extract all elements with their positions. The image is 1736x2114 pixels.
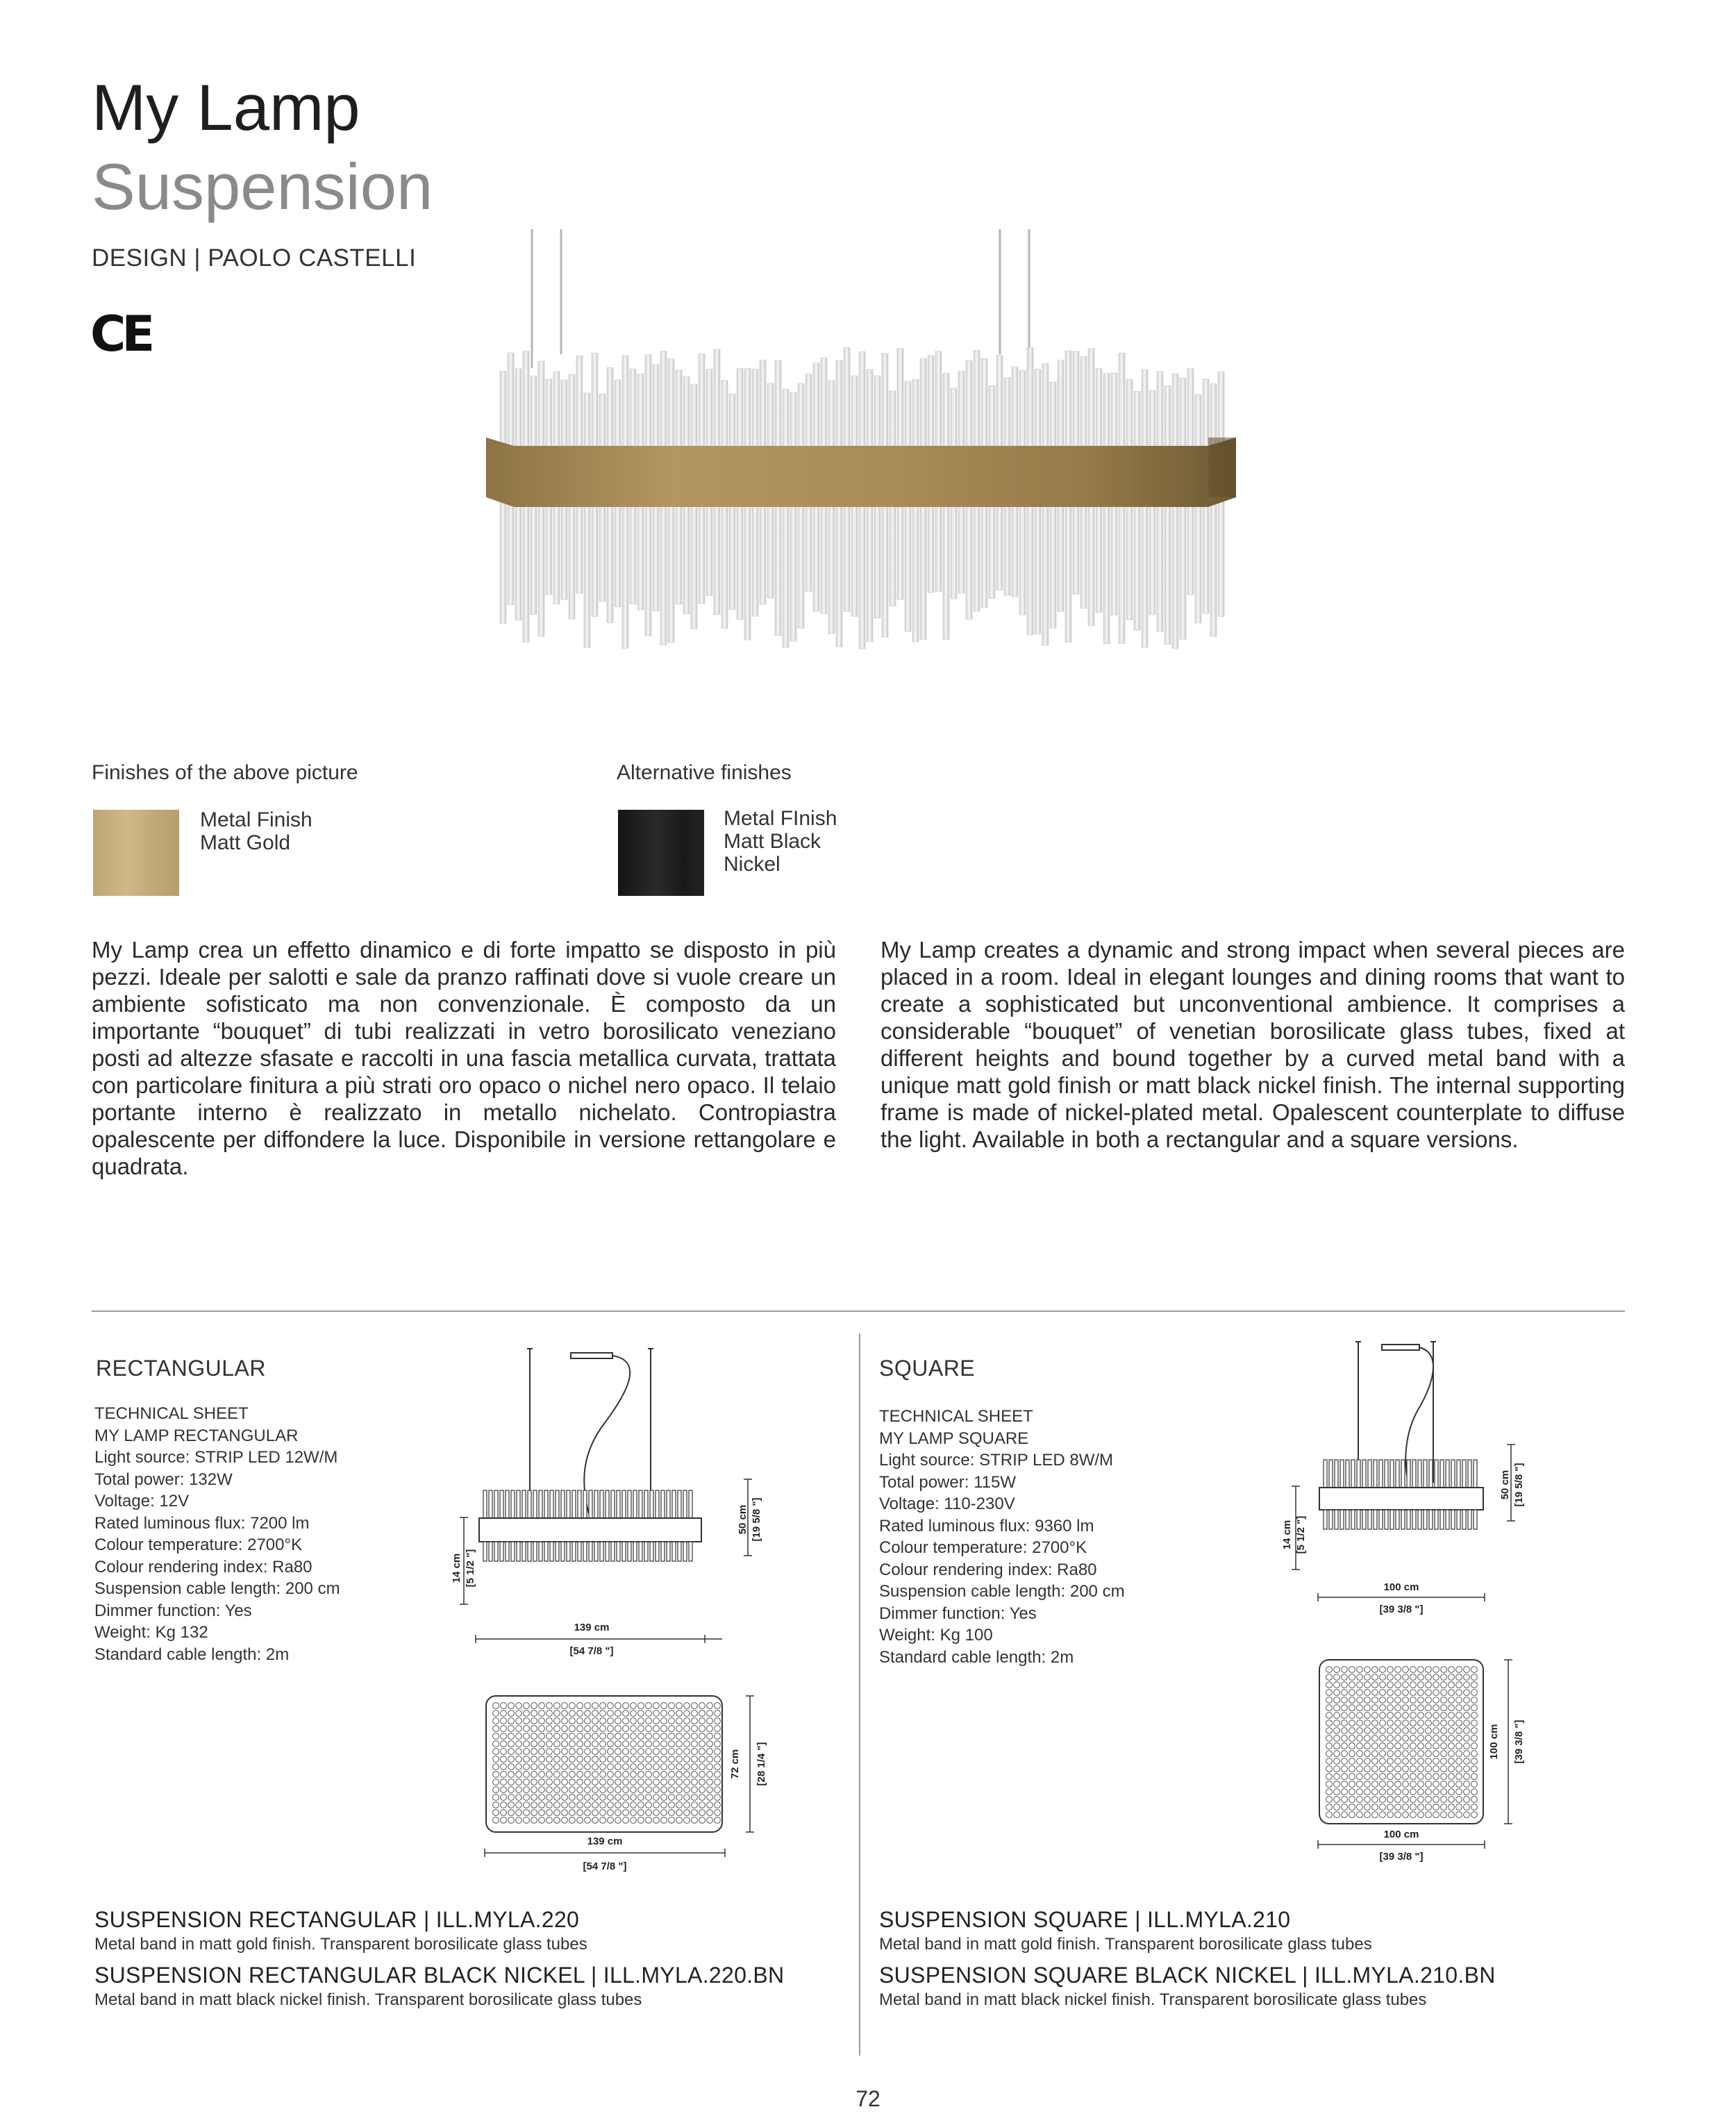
tube-outline <box>1351 1460 1355 1488</box>
spec-line: Colour rendering index: Ra80 <box>94 1557 312 1576</box>
tube-outline <box>672 1542 676 1561</box>
dim-plan-width-cm: 139 cm <box>587 1836 623 1847</box>
dim-depth-in: [39 3/8 "] <box>1513 1720 1525 1764</box>
tube-outline <box>1329 1460 1333 1488</box>
swatch-matt-gold <box>93 810 179 896</box>
tube-outline <box>1401 1460 1405 1488</box>
finish-current-line1: Metal Finish <box>200 808 312 831</box>
glass-tube <box>1165 385 1171 644</box>
dim-width-cm: 100 cm <box>1383 1581 1419 1593</box>
tube-outline <box>678 1542 681 1561</box>
product-name: SUSPENSION RECTANGULAR BLACK NICKEL | ILL.MYLA.220.BN <box>94 1963 785 1988</box>
tube-outline <box>1446 1510 1449 1529</box>
tube-outline <box>628 1490 631 1518</box>
dim-band-cm: 14 cm <box>451 1553 462 1583</box>
product-photo <box>479 229 1243 660</box>
finish-current-line2: Matt Gold <box>200 831 291 854</box>
tube-outline <box>1440 1510 1444 1529</box>
tube-outline <box>661 1490 665 1518</box>
tube-outline <box>600 1490 603 1518</box>
tube-outline <box>1340 1510 1344 1529</box>
spec-line: Weight: Kg 132 <box>94 1623 208 1642</box>
tube-outline <box>589 1542 592 1561</box>
tube-outline <box>1390 1460 1394 1488</box>
tube-outline <box>1396 1460 1399 1488</box>
tube-outline <box>1435 1460 1438 1488</box>
ce-mark-icon: CE <box>90 306 151 363</box>
finish-alternative-line3: Nickel <box>724 853 781 876</box>
tube-outline <box>1379 1510 1383 1529</box>
tube-outline <box>1362 1510 1366 1529</box>
tube-outline <box>644 1490 648 1518</box>
glass-tubes-bottom <box>1324 1510 1477 1529</box>
dim-width-in: [39 3/8 "] <box>1379 1604 1424 1615</box>
tube-outline <box>1329 1510 1333 1529</box>
tube-outline <box>1401 1510 1405 1529</box>
glass-tube <box>912 379 919 642</box>
swatch-matt-black-nickel <box>618 810 704 896</box>
spec-line: MY LAMP SQUARE <box>879 1429 1029 1448</box>
tube-outline <box>683 1490 687 1518</box>
tube-outline <box>1335 1510 1338 1529</box>
tube-outline <box>1435 1510 1438 1529</box>
tube-outline <box>1324 1460 1327 1488</box>
spec-line: Rated luminous flux: 7200 lm <box>94 1513 310 1533</box>
spec-line: Voltage: 12V <box>94 1492 190 1510</box>
tube-outline <box>639 1490 642 1518</box>
tube-outline <box>1451 1510 1455 1529</box>
tube-outline <box>1474 1460 1477 1488</box>
tube-outline <box>1335 1460 1338 1488</box>
tube-outline <box>1468 1460 1471 1488</box>
dim-plan-width-cm: 100 cm <box>1383 1829 1419 1840</box>
tube-outline <box>1385 1510 1388 1529</box>
spec-line: Standard cable length: 2m <box>94 1645 290 1664</box>
tube-outline <box>556 1542 559 1561</box>
tube-outline <box>650 1542 653 1561</box>
finish-alternative-line1: Metal FInish <box>724 807 837 830</box>
dim-depth-cm: 100 cm <box>1488 1724 1500 1760</box>
tube-outline <box>589 1490 592 1518</box>
designer-credit: DESIGN | PAOLO CASTELLI <box>92 244 417 272</box>
tube-outline <box>1390 1510 1394 1529</box>
spec-line: Colour temperature: 2700°K <box>879 1538 1087 1557</box>
product-description: Metal band in matt black nickel finish. Transparent borosilicate glass tubes <box>879 1990 1427 2009</box>
spec-line: TECHNICAL SHEET <box>94 1404 249 1423</box>
tube-outline <box>1324 1510 1327 1529</box>
tube-outline <box>1374 1510 1377 1529</box>
spec-line: TECHNICAL SHEET <box>879 1407 1033 1426</box>
tube-outline <box>583 1542 587 1561</box>
tube-outline <box>572 1542 576 1561</box>
tube-outline <box>483 1542 487 1561</box>
tube-outline <box>1412 1460 1416 1488</box>
spec-line: Dimmer function: Yes <box>879 1604 1037 1623</box>
tube-outline <box>578 1542 581 1561</box>
glass-tube <box>783 389 789 647</box>
tube-outline <box>644 1542 648 1561</box>
tube-outline <box>1474 1510 1477 1529</box>
finishes-current-heading: Finishes of the above picture <box>92 761 358 784</box>
tube-outline <box>544 1542 548 1561</box>
finish-current-label <box>200 808 312 854</box>
spec-line: Colour rendering index: Ra80 <box>879 1560 1097 1579</box>
plan-outline <box>1319 1660 1483 1824</box>
tube-outline <box>661 1542 665 1561</box>
glass-tubes-top <box>1324 1460 1477 1488</box>
spec-line: Total power: 115W <box>879 1472 1016 1492</box>
tube-outline <box>1412 1510 1416 1529</box>
dim-band-cm: 14 cm <box>1281 1520 1293 1550</box>
spec-line: Suspension cable length: 200 cm <box>879 1582 1125 1601</box>
tube-outline <box>650 1490 653 1518</box>
rectangular-elevation-drawing <box>417 1340 806 1660</box>
tube-outline <box>633 1490 637 1518</box>
product-description: Metal band in matt gold finish. Transparent borosilicate glass tubes <box>94 1935 587 1954</box>
square-spec-list <box>879 1406 1125 1668</box>
tube-outline <box>567 1490 570 1518</box>
finish-alternative-label <box>724 807 837 876</box>
glass-tube <box>584 393 590 648</box>
dim-depth-cm: 72 cm <box>729 1749 741 1779</box>
tube-outline <box>1429 1510 1433 1529</box>
dim-plan-width-in: [54 7/8 "] <box>583 1861 627 1872</box>
tube-outline <box>1462 1460 1466 1488</box>
tube-outline <box>1440 1460 1444 1488</box>
product-name: SUSPENSION SQUARE | ILL.MYLA.210 <box>879 1907 1291 1932</box>
metal-band <box>479 1518 701 1542</box>
page-title: My Lamp <box>92 71 360 144</box>
tube-outline <box>1418 1510 1421 1529</box>
tube-outline <box>1418 1460 1421 1488</box>
tube-outline <box>1362 1460 1366 1488</box>
dim-height-in: [19 5/8 "] <box>751 1497 762 1542</box>
dim-height-cm: 50 cm <box>1499 1470 1511 1500</box>
page-number: 72 <box>856 2086 880 2111</box>
tube-outline <box>544 1490 548 1518</box>
tube-outline <box>1346 1510 1349 1529</box>
glass-tubes-top <box>483 1490 692 1518</box>
tube-outline <box>1424 1460 1427 1488</box>
tube-outline <box>500 1490 503 1518</box>
tube-outline <box>539 1542 542 1561</box>
glass-tube <box>1210 384 1217 637</box>
tube-outline <box>1340 1460 1344 1488</box>
tube-outline <box>606 1542 609 1561</box>
dim-height-in: [19 5/8 "] <box>1513 1463 1525 1507</box>
finish-alternative-line2: Matt Black <box>724 830 821 853</box>
tube-outline <box>489 1490 492 1518</box>
finishes-alternative-heading: Alternative finishes <box>617 761 792 784</box>
square-elevation-drawing <box>1264 1333 1542 1639</box>
tube-outline <box>561 1490 565 1518</box>
tube-outline <box>1374 1460 1377 1488</box>
product-description: Metal band in matt gold finish. Transparent borosilicate glass tubes <box>879 1935 1372 1954</box>
ceiling-canopy <box>1382 1345 1419 1350</box>
tube-outline <box>511 1542 515 1561</box>
tube-outline <box>1357 1460 1360 1488</box>
tube-outline <box>667 1490 670 1518</box>
tube-outline <box>1407 1510 1410 1529</box>
tube-outline <box>600 1542 603 1561</box>
dim-band-in: [5 1/2 "] <box>1295 1515 1307 1554</box>
rectangular-plan-drawing <box>472 1688 806 1882</box>
tube-outline <box>1424 1510 1427 1529</box>
glass-tube <box>1180 378 1186 639</box>
metal-band <box>1319 1488 1483 1510</box>
spec-line: Colour temperature: 2700°K <box>94 1535 303 1554</box>
tube-outline <box>617 1490 620 1518</box>
dim-width-cm: 139 cm <box>574 1622 610 1633</box>
tube-outline <box>578 1490 581 1518</box>
tube-outline <box>583 1490 587 1518</box>
tube-outline <box>494 1542 498 1561</box>
page-subtitle: Suspension <box>92 150 433 223</box>
glass-tube <box>1142 369 1148 647</box>
tube-outline <box>656 1490 659 1518</box>
metal-band <box>486 438 1236 507</box>
tube-outline <box>517 1542 520 1561</box>
tube-outline <box>656 1542 659 1561</box>
tube-outline <box>622 1542 626 1561</box>
tube-outline <box>639 1542 642 1561</box>
tube-outline <box>489 1542 492 1561</box>
square-plan-drawing <box>1305 1653 1542 1875</box>
tube-outline <box>1351 1510 1355 1529</box>
tube-outline <box>594 1542 598 1561</box>
spec-line: Light source: STRIP LED 12W/M <box>94 1448 338 1467</box>
glass-tube <box>1134 391 1140 630</box>
glass-tubes-bottom <box>483 1542 692 1561</box>
glass-tube <box>1172 374 1178 649</box>
rectangular-spec-list <box>94 1403 340 1665</box>
glass-tube <box>1195 394 1201 623</box>
product-name: SUSPENSION SQUARE BLACK NICKEL | ILL.MYLA.210.BN <box>879 1963 1496 1988</box>
square-section-title: SQUARE <box>879 1356 976 1381</box>
tube-outline <box>622 1490 626 1518</box>
tube-outline <box>1368 1510 1371 1529</box>
tube-outline <box>667 1542 670 1561</box>
tube-outline <box>628 1542 631 1561</box>
spec-line: Light source: STRIP LED 8W/M <box>879 1451 1114 1470</box>
dim-plan-width-in: [39 3/8 "] <box>1379 1851 1424 1863</box>
tube-outline <box>572 1490 576 1518</box>
tube-outline <box>533 1490 537 1518</box>
tube-outline <box>1346 1460 1349 1488</box>
tube-outline <box>611 1490 615 1518</box>
tube-outline <box>494 1490 498 1518</box>
tube-outline <box>672 1490 676 1518</box>
tube-outline <box>1396 1510 1399 1529</box>
tube-outline <box>683 1542 687 1561</box>
tube-outline <box>561 1542 565 1561</box>
tube-outline <box>1457 1460 1460 1488</box>
tube-outline <box>567 1542 570 1561</box>
tube-outline <box>533 1542 537 1561</box>
tube-outline <box>517 1490 520 1518</box>
tube-outline <box>528 1490 531 1518</box>
dim-height-cm: 50 cm <box>737 1504 749 1535</box>
tube-outline <box>528 1542 531 1561</box>
spec-line: Weight: Kg 100 <box>879 1626 993 1645</box>
glass-tube <box>1103 374 1110 644</box>
spec-line: Rated luminous flux: 9360 lm <box>879 1516 1094 1535</box>
glass-tube <box>828 381 835 634</box>
tube-outline <box>1429 1460 1433 1488</box>
dim-width-in: [54 7/8 "] <box>569 1645 614 1657</box>
dim-band-in: [5 1/2 "] <box>465 1549 476 1588</box>
rectangular-section-title: RECTANGULAR <box>96 1356 266 1381</box>
tube-outline <box>511 1490 515 1518</box>
spec-line: Dimmer function: Yes <box>94 1601 252 1620</box>
tube-outline <box>1457 1510 1460 1529</box>
tube-outline <box>522 1490 526 1518</box>
tube-outline <box>689 1542 692 1561</box>
tube-outline <box>1368 1460 1371 1488</box>
tube-outline <box>633 1542 637 1561</box>
tube-outline <box>1462 1510 1466 1529</box>
tube-outline <box>594 1490 598 1518</box>
dim-depth-in: [28 1/4 "] <box>756 1742 767 1786</box>
tube-outline <box>522 1542 526 1561</box>
tube-outline <box>1385 1460 1388 1488</box>
column-divider <box>859 1333 860 2056</box>
tube-outline <box>556 1490 559 1518</box>
description-italian: My Lamp crea un effetto dinamico e di forte impatto se disposto in più pezzi. Ideale per salotti e sale da pranzo raffinati dove si vuole creare un ambiente sofisticato ma non convenzionale. È composto da un importante “bouquet” di tubi realizzati in vetro borosilicato veneziano posti ad altezze sfasate e raccolti in una fascia metallica curvata, trattata con particolare finitura a più strati oro opaco o nichel nero opaco. Il telaio portante interno è realizzato in metallo nichelato. Contropiastra opalescente per diffondere la luce. Disponibile in versione rettangolare e quadrata. <box>92 937 836 1179</box>
product-description: Metal band in matt black nickel finish. Transparent borosilicate glass tubes <box>94 1990 642 2009</box>
spec-line: MY LAMP RECTANGULAR <box>94 1426 299 1445</box>
tube-outline <box>617 1542 620 1561</box>
tube-outline <box>506 1490 509 1518</box>
tube-outline <box>678 1490 681 1518</box>
tube-outline <box>550 1490 553 1518</box>
spec-line: Standard cable length: 2m <box>879 1647 1074 1667</box>
tube-outline <box>506 1542 509 1561</box>
tube-outline <box>550 1542 553 1561</box>
tube-outline <box>500 1542 503 1561</box>
tube-outline <box>611 1542 615 1561</box>
tube-outline <box>689 1490 692 1518</box>
spec-line: Total power: 132W <box>94 1470 233 1489</box>
description-english: My Lamp creates a dynamic and strong impact when several pieces are placed in a room. Ideal in elegant lounges and dining rooms that want to create a sophisticated but unconventional ambience. It comprises a considerable “bouquet” of venetian borosilicate glass tubes, fixed at different heights and bound together by a curved metal band with a unique matt gold finish or matt black nickel finish. The internal supporting frame is made of nickel-plated metal. Opalescent counterplate to diffuse the light. Available in both a rectangular and a square versions. <box>880 937 1625 1152</box>
tube-outline <box>1379 1460 1383 1488</box>
tube-outline <box>1357 1510 1360 1529</box>
tube-outline <box>606 1490 609 1518</box>
tube-outline <box>1468 1510 1471 1529</box>
tube-outline <box>1446 1460 1449 1488</box>
spec-line: Suspension cable length: 200 cm <box>94 1579 340 1598</box>
ceiling-canopy <box>571 1353 612 1358</box>
tube-outline <box>1451 1460 1455 1488</box>
tube-outline <box>1407 1460 1410 1488</box>
glass-tube <box>790 392 796 641</box>
section-divider <box>92 1310 1625 1312</box>
tube-outline <box>483 1490 487 1518</box>
spec-line: Voltage: 110-230V <box>879 1495 1015 1513</box>
tube-outline <box>539 1490 542 1518</box>
product-name: SUSPENSION RECTANGULAR | ILL.MYLA.220 <box>94 1907 580 1932</box>
